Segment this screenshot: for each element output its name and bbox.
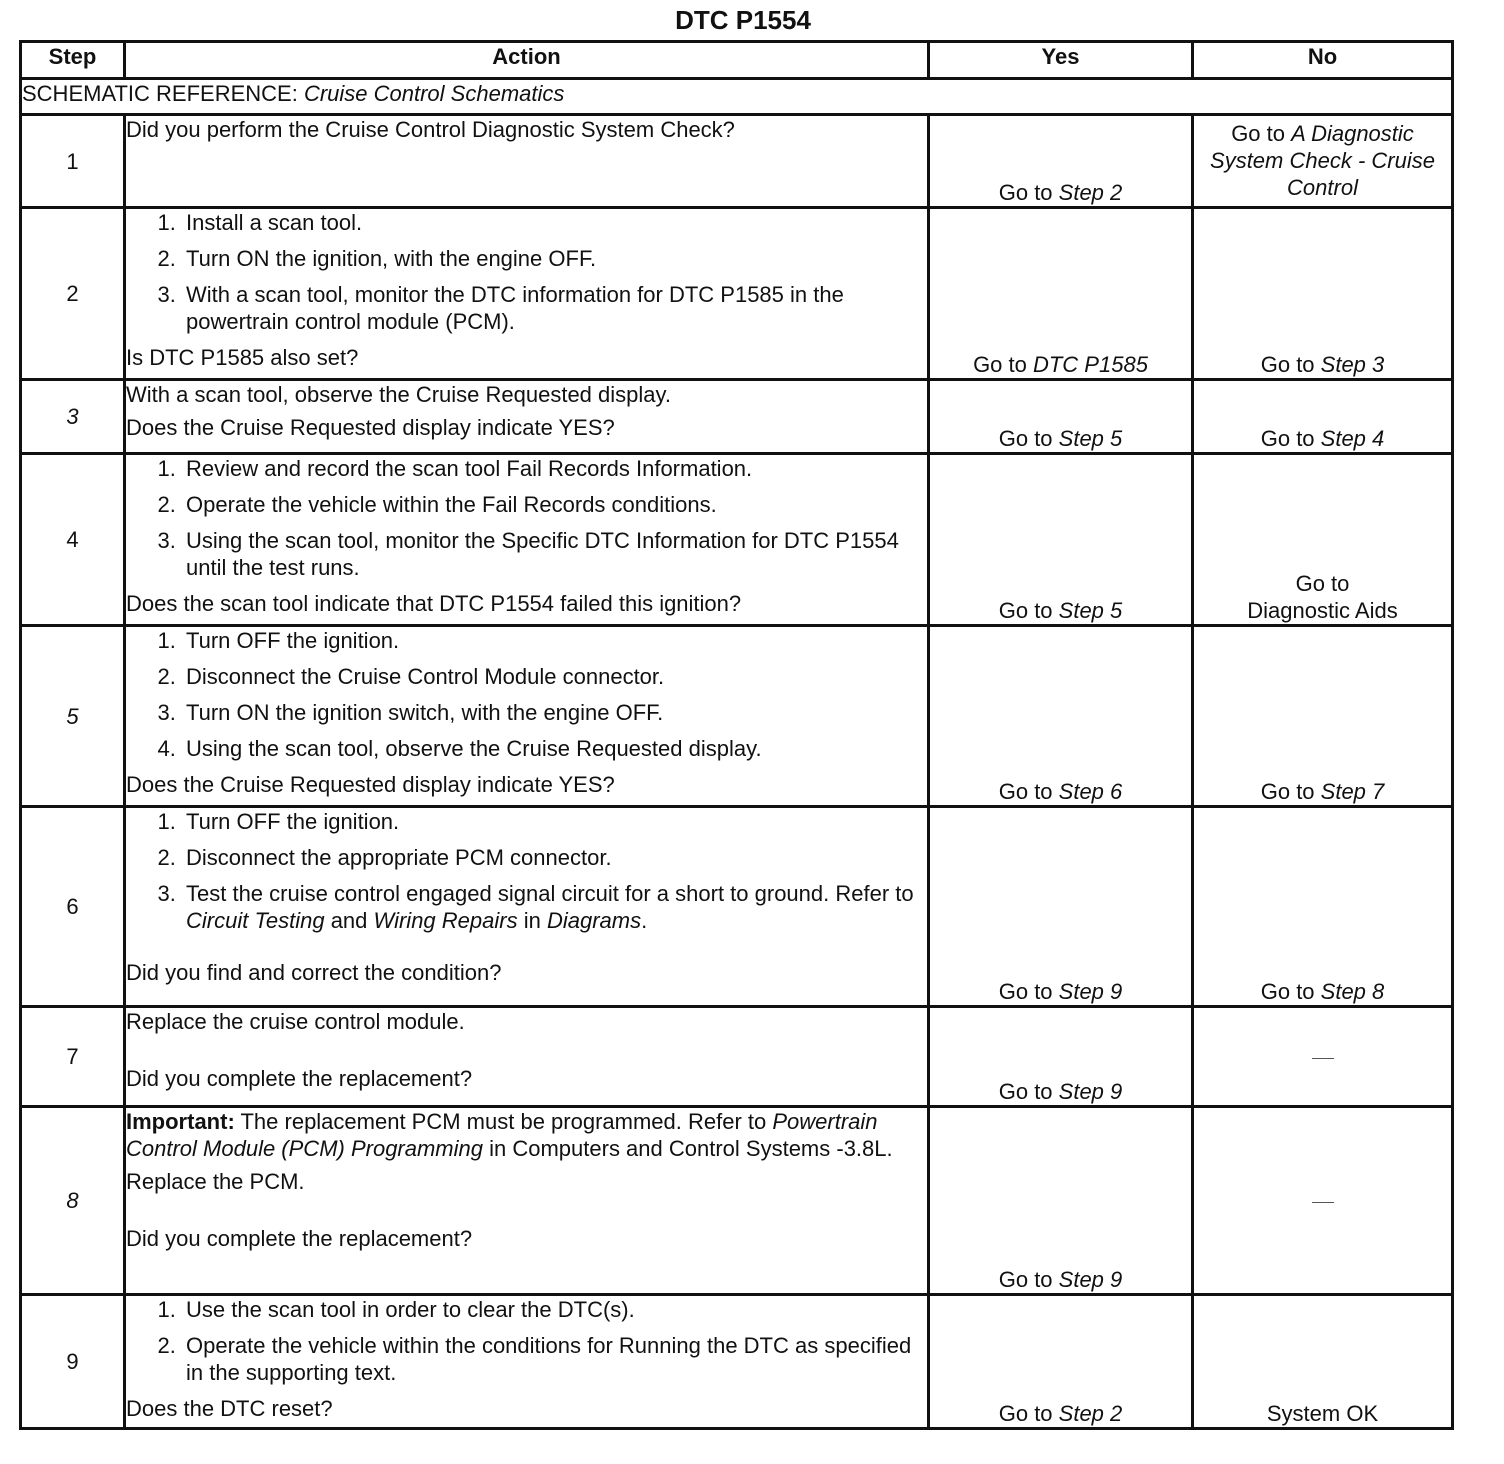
action-list (126, 808, 927, 934)
no-cell (1193, 380, 1453, 454)
action-text: . (641, 908, 648, 933)
important-note (126, 1108, 927, 1162)
no-link[interactable]: A Diagnostic System Check - Cruise Control (1210, 121, 1435, 200)
action-item (182, 880, 927, 934)
yes-link[interactable]: DTC P1585 (1032, 352, 1148, 377)
action-text: Replace the cruise control module. (126, 1009, 465, 1034)
table-row (21, 115, 1453, 208)
yes-prefix: Go to (998, 180, 1059, 205)
yes-prefix: Go to (998, 1079, 1059, 1104)
header-action: Action (125, 42, 929, 79)
table-row (21, 454, 1453, 626)
action-item: 2. Operate the vehicle within the Fail Records conditions. (182, 491, 927, 518)
no-prefix: Go to (1260, 779, 1321, 804)
table-row (21, 1295, 1453, 1429)
em-dash (1312, 1202, 1334, 1203)
action-text: With a scan tool, observe the Cruise Requested display. (126, 382, 671, 407)
schematic-reference (21, 79, 1453, 115)
question: Did you complete the replacement? (126, 1066, 473, 1091)
no-cell (1193, 626, 1453, 807)
step-number: 7 (21, 1007, 125, 1107)
action-item: 3. With a scan tool, monitor the DTC information for DTC P1585 in the powertrain control module (PCM). (182, 281, 927, 335)
action-item: 1. Review and record the scan tool Fail Records Information. (182, 455, 927, 482)
question: Did you perform the Cruise Control Diagnostic System Check? (126, 117, 735, 142)
action-cell (125, 380, 929, 454)
no-prefix: Go to (1260, 426, 1321, 451)
header-step: Step (21, 42, 125, 79)
action-cell (125, 115, 929, 208)
question: Does the scan tool indicate that DTC P1554 failed this ignition? (126, 591, 742, 616)
action-item: 1. Install a scan tool. (182, 209, 927, 236)
yes-prefix: Go to (998, 1401, 1059, 1426)
yes-link[interactable]: Step 2 (1058, 1401, 1123, 1426)
step-number: 6 (21, 807, 125, 1007)
table-row (21, 380, 1453, 454)
no-link[interactable]: Step 8 (1320, 979, 1385, 1004)
yes-prefix: Go to (998, 779, 1059, 804)
yes-cell (929, 1107, 1193, 1295)
action-text: Test the cruise control engaged signal circuit for a short to ground. Refer to (186, 881, 914, 906)
important-text: The replacement PCM must be programmed. Refer to (234, 1109, 773, 1134)
action-cell (125, 1107, 929, 1295)
action-item: 2. Operate the vehicle within the conditions for Running the DTC as specified in the supporting text. (182, 1332, 927, 1386)
table-row (21, 807, 1453, 1007)
no-cell (1193, 1295, 1453, 1429)
yes-prefix: Go to (998, 426, 1059, 451)
no-cell (1193, 454, 1453, 626)
no-link[interactable]: Diagnostic Aids (1247, 598, 1398, 623)
action-item: 2. Disconnect the Cruise Control Module connector. (182, 663, 927, 690)
step-number: 8 (21, 1107, 125, 1295)
question: Does the Cruise Requested display indicate YES? (126, 415, 615, 440)
page-title: DTC P1554 (675, 5, 811, 35)
action-list (126, 1296, 927, 1386)
no-link[interactable]: Step 7 (1320, 779, 1385, 804)
action-cell (125, 626, 929, 807)
schematic-reference-row (21, 79, 1453, 115)
diagrams-link[interactable]: Diagrams (546, 908, 642, 933)
no-cell (1193, 807, 1453, 1007)
yes-prefix: Go to (998, 598, 1059, 623)
table-row (21, 208, 1453, 380)
pcm-programming-link[interactable]: Powertrain Control Module (PCM) Programming (126, 1109, 878, 1161)
action-cell (125, 1007, 929, 1107)
action-list (126, 209, 927, 335)
yes-prefix: Go to (998, 979, 1059, 1004)
no-cell (1193, 208, 1453, 380)
question: Is DTC P1585 also set? (126, 345, 359, 370)
no-link[interactable]: Step 4 (1320, 426, 1385, 451)
important-text: in Computers and Control Systems -3.8L. (483, 1136, 893, 1161)
header-no: No (1193, 42, 1453, 79)
no-cell (1193, 1107, 1453, 1295)
action-item: 1. Turn OFF the ignition. (182, 808, 927, 835)
header-yes: Yes (929, 42, 1193, 79)
question: Did you find and correct the condition? (126, 960, 502, 985)
action-item: 2. Turn ON the ignition, with the engine OFF. (182, 245, 927, 272)
yes-cell (929, 1295, 1193, 1429)
step-number: 2 (21, 208, 125, 380)
em-dash (1312, 1058, 1334, 1059)
dtc-table (19, 40, 1454, 1430)
action-cell (125, 807, 929, 1007)
action-text: in (517, 908, 547, 933)
action-text: and (324, 908, 374, 933)
table-row (21, 1007, 1453, 1107)
yes-cell (929, 115, 1193, 208)
no-prefix: Go to (1260, 352, 1321, 377)
yes-cell (929, 208, 1193, 380)
schematic-reference-label: SCHEMATIC REFERENCE: (22, 81, 304, 106)
step-number: 5 (21, 626, 125, 807)
yes-link[interactable]: Step 5 (1058, 426, 1123, 451)
no-cell (1193, 1007, 1453, 1107)
yes-cell (929, 626, 1193, 807)
schematic-reference-link[interactable]: Cruise Control Schematics (303, 81, 565, 106)
action-item: 4. Using the scan tool, observe the Cruise Requested display. (182, 735, 927, 762)
yes-link[interactable]: Step 5 (1058, 598, 1123, 623)
step-number: 4 (21, 454, 125, 626)
header-row (21, 42, 1453, 79)
action-cell (125, 208, 929, 380)
action-text: Replace the PCM. (126, 1169, 305, 1194)
no-link[interactable]: Step 3 (1320, 352, 1385, 377)
no-prefix: Go to (1260, 979, 1321, 1004)
no-cell (1193, 115, 1453, 208)
yes-prefix: Go to (973, 352, 1033, 377)
no-prefix: Go to (1231, 121, 1292, 146)
action-item: 2. Disconnect the appropriate PCM connector. (182, 844, 927, 871)
action-cell (125, 1295, 929, 1429)
question: Does the Cruise Requested display indicate YES? (126, 772, 615, 797)
table-row (21, 626, 1453, 807)
yes-link[interactable]: Step 9 (1058, 979, 1123, 1004)
step-number: 1 (21, 115, 125, 208)
wiring-repairs-link[interactable]: Wiring Repairs (373, 908, 518, 933)
yes-link[interactable]: Step 6 (1058, 779, 1123, 804)
action-list (126, 627, 927, 762)
circuit-testing-link[interactable]: Circuit Testing (186, 908, 325, 933)
no-text: System OK (1266, 1401, 1379, 1426)
no-text: Go to (1295, 571, 1350, 596)
question: Does the DTC reset? (126, 1396, 333, 1421)
yes-link[interactable]: Step 9 (1058, 1079, 1123, 1104)
important-label: Important: (126, 1109, 235, 1134)
yes-prefix: Go to (998, 1267, 1059, 1292)
yes-cell (929, 1007, 1193, 1107)
yes-cell (929, 807, 1193, 1007)
yes-cell (929, 380, 1193, 454)
yes-link[interactable]: Step 2 (1058, 180, 1123, 205)
yes-cell (929, 454, 1193, 626)
action-item: 1. Turn OFF the ignition. (182, 627, 927, 654)
action-cell (125, 454, 929, 626)
yes-link[interactable]: Step 9 (1058, 1267, 1123, 1292)
step-number: 3 (21, 380, 125, 454)
table-row (21, 1107, 1453, 1295)
action-item: 3. Using the scan tool, monitor the Specific DTC Information for DTC P1554 until the test runs. (182, 527, 927, 581)
step-number: 9 (21, 1295, 125, 1429)
action-list (126, 455, 927, 581)
action-item: 1. Use the scan tool in order to clear the DTC(s). (182, 1296, 927, 1323)
action-item: 3. Turn ON the ignition switch, with the engine OFF. (182, 699, 927, 726)
question: Did you complete the replacement? (126, 1226, 473, 1251)
